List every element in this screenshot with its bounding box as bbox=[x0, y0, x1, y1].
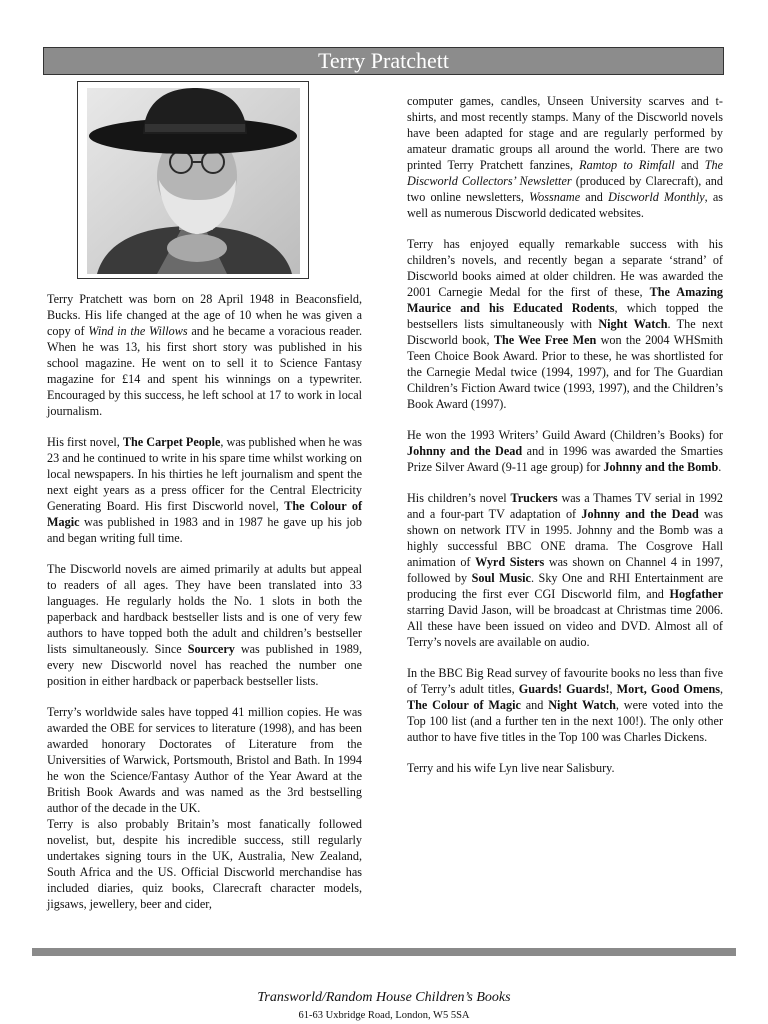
paragraph-merchandise: computer games, candles, Unseen University scarves and t-shirts, and most recently stamps. Many of the Discworld novels have been adapted for stage and are regularly performed by amateur dramatic groups all around the world. There are two printed Terry Pratchett fanzines, Ramtop to Rimfall and The Discworld Collectors’ Newsletter (produced by Clarecraft), and two online newsletters, Wossname and Discworld Monthly, as well as numerous Discworld dedicated websites. bbox=[407, 94, 724, 220]
paragraph-early-life: Terry Pratchett was born on 28 April 1948 in Beaconsfield, Bucks. His life changed at the age of 10 when he was given a copy of Wind in the Willows and he became a voracious reader. When he was 13, his first short story was published in his school magazine. He went on to sell it to Science Fantasy magazine for £14 and spent his winnings on a typewriter. Encouraged by this success, he left school at 17 to work in local journalism. bbox=[47, 292, 362, 418]
author-photo-frame bbox=[77, 81, 309, 279]
right-column bbox=[407, 93, 723, 791]
paragraph-childrens-novels: Terry has enjoyed equally remarkable success with his children’s novels, and recently began a separate ‘strand’ of Discworld books aimed at older children. He was awarded the 2001 Carnegie Medal for the first of these, The Amazing Maurice and his Educated Rodents, which topped the bestsellers lists simultaneously with Night Watch. The next Discworld book, The Wee Free Men won the 2004 WHSmith Teen Choice Book Award. Prior to these, he was shortlisted for the Carnegie Medal twice (1994, 1997), and for The Guardian Children’s Fiction Award twice (1993, 1997), and the Children’s Book Award (1997). bbox=[407, 237, 724, 411]
left-column bbox=[47, 291, 362, 912]
page-title: Terry Pratchett bbox=[43, 47, 724, 75]
author-portrait-icon bbox=[87, 88, 300, 274]
paragraph-discworld: The Discworld novels are aimed primarily at adults but appeal to readers of all ages. They have been translated into 33 languages. He regularly holds the No. 1 slots in both the paperback and hardback bestseller lists and is one of very few authors to have topped both the adult and children’s bestseller lists simultaneously. Since Sourcery was published in 1989, every new Discworld novel has reached the number one position in either hardback or paperback bestseller lists. bbox=[47, 562, 362, 688]
paragraph-big-read: In the BBC Big Read survey of favourite books no less than five of Terry’s adult titles, Guards! Guards!, Mort, Good Omens, The Colour of Magic and Night Watch, were voted into the Top 100 list (and a further ten in the next 100!). The only other author to have five titles in the Top 100 was Charles Dickens. bbox=[407, 666, 724, 744]
paragraph-followers: Terry is also probably Britain’s most fanatically followed novelist, but, despite his incredible success, still regularly undertakes signing tours in the UK, Australia, New Zealand, South Africa and the US. Official Discworld merchandise has included diaries, quiz books, Clarecraft character models, jigsaws, jewellery, beer and cider, bbox=[47, 817, 362, 911]
paragraph-adaptations: His children’s novel Truckers was a Thames TV serial in 1992 and a four-part TV adaptation of Johnny and the Dead was shown on network ITV in 1995. Johnny and the Bomb was a highly successful BBC ONE drama. The Cosgrove Hall animation of Wyrd Sisters was shown on Channel 4 in 1997, followed by Soul Music. Sky One and RHI Entertainment are producing the first ever CGI Discworld film, and Hogfather starring David Jason, will be broadcast at Christmas time 2006. All these have been issued on video and DVD. Almost all of Terry’s novels are available on audio. bbox=[407, 491, 724, 649]
paragraph-first-novel: His first novel, The Carpet People, was published when he was 23 and he continued to write in his spare time whilst working on local newspapers. In his thirties he left journalism and spent the next eight years as a press officer for the Central Electricity Generating Board. His first Discworld novel, The Colour of Magic was published in 1983 and in 1987 he gave up his job and began writing full time. bbox=[47, 435, 363, 545]
footer-address: 61-63 Uxbridge Road, London, W5 5SA bbox=[298, 1010, 470, 1021]
paragraph-awards: He won the 1993 Writers’ Guild Award (Children’s Books) for Johnny and the Dead and in 1996 was awarded the Smarties Prize Silver Award (9-11 age group) for Johnny and the Bomb. bbox=[407, 428, 723, 474]
footer-publisher: Transworld/Random House Children’s Books bbox=[257, 990, 511, 1005]
paragraph-sales: Terry’s worldwide sales have topped 41 million copies. He was awarded the OBE for services to literature (1998), and has been awarded honorary Doctorates of Literature from the Universities of Warwick, Portsmouth, Bristol and Bath. In 1994 he won the Science/Fantasy Author of the Year Award at the British Book Awards and was named as the 3rd bestselling author of the decade in the UK. bbox=[47, 705, 362, 815]
paragraph-home: Terry and his wife Lyn live near Salisbury. bbox=[407, 761, 615, 775]
footer-divider bbox=[32, 948, 736, 956]
